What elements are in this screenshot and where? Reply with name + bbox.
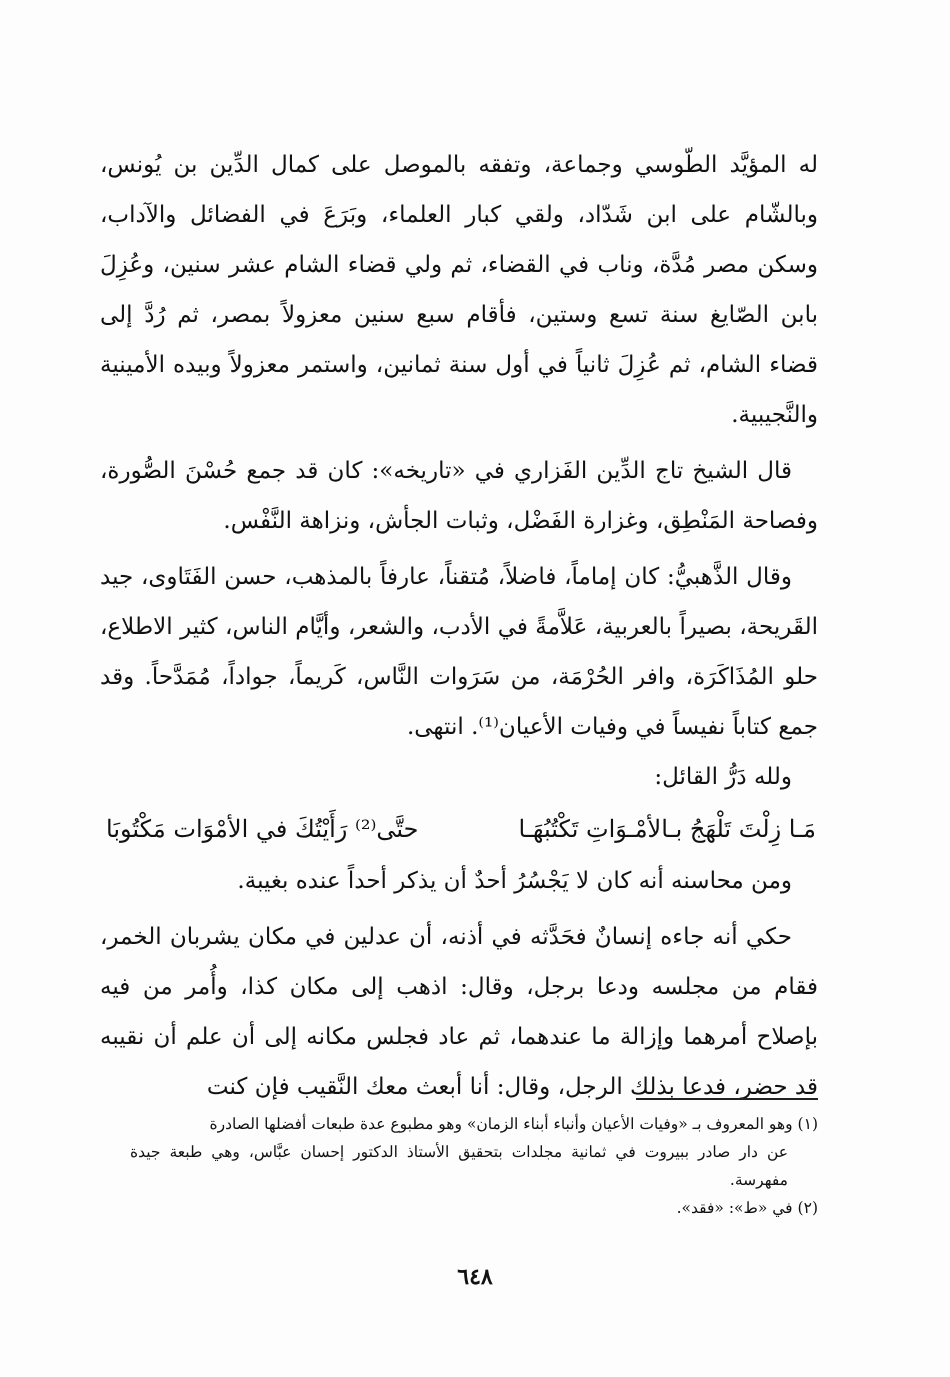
footnote-1-text: وهو المعروف بـ «وفيات الأعيان وأنباء أبناء الزمان» وهو مطبوع عدة طبعات أفضلها الصادرة <box>209 1115 793 1133</box>
footnotes <box>130 1110 818 1222</box>
paragraph-biography: له المؤيَّد الطّوسي وجماعة، وتفقه بالموصل على كمال الدِّين بن يُونس، وبالشّام على ابن شَدّاد، ولقي كبار العلماء، وبَرَعَ في الفضائل والآداب، وسكن مصر مُدَّة، وناب في القضاء، ثم ولي قضاء الشام عشر سنين، وعُزِلَ بابن الصّايغ سنة تسع وستين، فأقام سبع سنين معزولاً بمصر، ثم رُدَّ إلى قضاء الشام، ثم عُزِلَ ثانياً في أول سنة ثمانين، واستمر معزولاً وبيده الأمينية والنَّجيبية. <box>100 152 818 428</box>
footnote-2 <box>130 1194 818 1222</box>
footnote-2-text: في «ط»: «فقد». <box>676 1199 793 1217</box>
footnote-separator <box>636 1098 818 1100</box>
page-number: ٦٤٨ <box>457 1264 493 1290</box>
main-text <box>100 140 818 1112</box>
poem-second-hemistich: حتَّى⁽²⁾ رَأَيْتُكَ في الأمْوَات مَكْتُوبَا <box>106 815 419 843</box>
footnote-1 <box>130 1110 818 1194</box>
paragraph-dhahabi-quote: وقال الذَّهبيُّ: كان إماماً، فاضلاً، مُتقناً، عارفاً بالمذهب، حسن الفَتَاوى، جيد القَريحة، بصيراً بالعربية، عَلاَّمةً في الأدب، والشعر، وأيَّام الناس، كثير الاطلاع، حلو المُذَاكَرَة، وافر الحُرْمَة، من سَرَوات النَّاس، كَريماً، جواداً، مُمَدَّحاً. وقد جمع كتاباً نفيساً في وفيات الأعيان⁽¹⁾. انتهى. <box>100 564 818 740</box>
paragraph-fazari-quote: قال الشيخ تاج الدِّين الفَزاري في «تاريخه»: كان قد جمع حُسْنَ الصُّورة، وفصاحة المَنْطِق، وغزارة الفَضْل، وثبات الجأش، ونزاهة النَّفْس. <box>100 458 818 534</box>
footnote-1-continuation: عن دار صادر ببيروت في ثمانية مجلدات بتحقيق الأستاذ الدكتور إحسان عبَّاس، وهي طبعة جيدة مفهرسة. <box>130 1143 788 1189</box>
poem-intro: ولله دَرُّ القائل: <box>654 764 792 790</box>
poem-first-hemistich: مَـا زِلْتَ تَلْهَجُ بـالأمْـوَاتِ تَكْتُبُهَـا <box>518 815 816 843</box>
footnote-2-marker: (٢) <box>797 1199 818 1217</box>
poem-verse <box>100 802 818 856</box>
footnote-1-marker: (١) <box>797 1115 818 1133</box>
paragraph-virtues: ومن محاسنه أنه كان لا يَجْسُرُ أحدٌ أن يذكر أحداً عنده بغيبة. <box>237 868 792 894</box>
paragraph-anecdote: حكي أنه جاءه إنسانٌ فحَدَّثه في أذنه، أن عدلين في مكان يشربان الخمر، فقام من مجلسه ودعا برجل، وقال: اذهب إلى مكان كذا، وأُمر من فيه بإصلاح أمرهما وإزالة ما عندهما، ثم عاد فجلس مكانه إلى أن علم أن نقيبه قد حضر، فدعا بذلك الرجل، وقال: أنا أبعث معك النَّقيب فإن كنت <box>100 924 818 1100</box>
